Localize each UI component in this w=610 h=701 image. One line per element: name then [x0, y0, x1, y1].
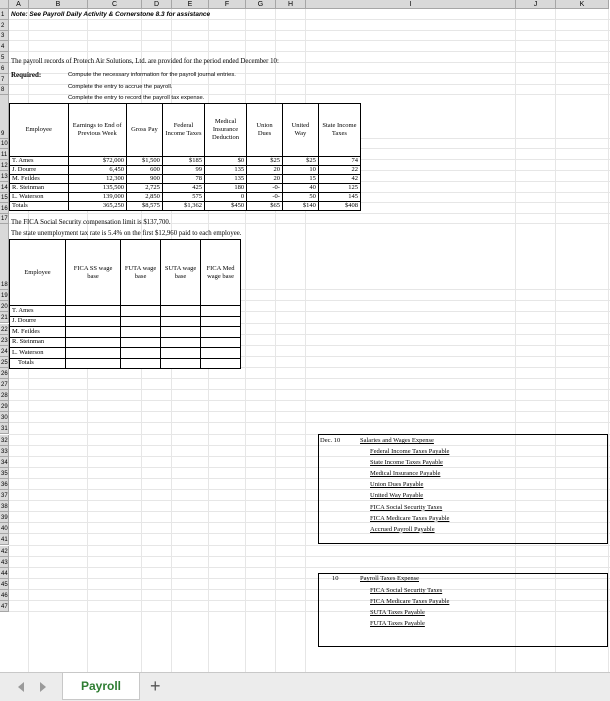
row-gridline: [9, 545, 610, 546]
unemployment-rate-note[interactable]: The state unemployment tax rate is 5.4% on the first $12,960 paid to each employee.: [11, 230, 242, 237]
table-row: [10, 337, 241, 348]
journal-entry-accrue-payroll: [318, 434, 608, 544]
journal-credit-account[interactable]: Union Dues Payable: [370, 481, 424, 489]
header-employee: Employee: [10, 240, 66, 306]
column-header-b[interactable]: B: [29, 0, 88, 9]
employee-name-cell[interactable]: R. Steinman: [10, 337, 66, 348]
table-row: [10, 184, 361, 193]
value-cell[interactable]: 42: [318, 175, 360, 184]
employee-name-cell[interactable]: Totals: [10, 358, 66, 369]
value-cell[interactable]: 0: [204, 193, 246, 202]
row-header-10[interactable]: 10: [0, 139, 9, 150]
journal-entry-payroll-tax-expense: [318, 573, 608, 647]
column-header-i[interactable]: I: [306, 0, 516, 9]
wage-base-input-cell[interactable]: [201, 327, 241, 338]
header-gross-pay: Gross Pay: [127, 104, 163, 157]
row-header-15[interactable]: 15: [0, 193, 9, 204]
row-header-25[interactable]: 25: [0, 357, 9, 368]
row-header-44[interactable]: 44: [0, 568, 9, 579]
value-cell[interactable]: 135: [204, 175, 246, 184]
row-header-31[interactable]: 31: [0, 423, 9, 434]
value-cell[interactable]: $408: [318, 202, 360, 211]
table-row: [10, 175, 361, 184]
value-cell[interactable]: 10: [282, 166, 318, 175]
value-cell[interactable]: $72,000: [68, 157, 127, 166]
value-cell[interactable]: 139,000: [68, 193, 127, 202]
wage-base-input-cell[interactable]: [161, 337, 201, 348]
row-header-47[interactable]: 47: [0, 601, 9, 612]
wage-base-input-cell[interactable]: [121, 306, 161, 317]
row-gridline: [9, 378, 610, 379]
required-label[interactable]: Required:: [11, 71, 42, 79]
row-header-26[interactable]: 26: [0, 368, 9, 379]
table-row: [10, 306, 241, 317]
wage-base-input-cell[interactable]: [121, 358, 161, 369]
value-cell[interactable]: 900: [127, 175, 163, 184]
column-header-d[interactable]: D: [142, 0, 172, 9]
wage-base-input-cell[interactable]: [121, 327, 161, 338]
value-cell[interactable]: 74: [318, 157, 360, 166]
row-header-19[interactable]: 19: [0, 290, 9, 301]
journal-credit-account[interactable]: FICA Medicare Taxes Payable: [370, 514, 450, 522]
column-header-h[interactable]: H: [276, 0, 306, 9]
row-header-11[interactable]: 11: [0, 149, 9, 160]
row-header-35[interactable]: 35: [0, 468, 9, 479]
scroll-right-arrow-icon[interactable]: [40, 682, 46, 692]
row-gridline: [9, 400, 610, 401]
row-header-24[interactable]: 24: [0, 346, 9, 357]
value-cell[interactable]: 365,250: [68, 202, 127, 211]
scroll-left-arrow-icon[interactable]: [18, 682, 24, 692]
row-header-29[interactable]: 29: [0, 401, 9, 412]
value-cell[interactable]: 22: [318, 166, 360, 175]
column-header-j[interactable]: J: [516, 0, 556, 9]
header-employee: Employee: [10, 104, 69, 157]
row-header-5[interactable]: 5: [0, 52, 9, 63]
table-row: [10, 166, 361, 175]
row-header-34[interactable]: 34: [0, 457, 9, 468]
journal-2-date[interactable]: 10: [332, 575, 339, 582]
row-header-20[interactable]: 20: [0, 301, 9, 312]
table-row: [10, 193, 361, 202]
fica-limit-note[interactable]: The FICA Social Security compensation limit is $137,700.: [11, 219, 171, 226]
wage-base-input-cell[interactable]: [65, 306, 120, 317]
sheet-tab-payroll[interactable]: Payroll: [62, 673, 140, 700]
journal-credit-account[interactable]: FICA Social Security Taxes: [370, 587, 443, 594]
employee-name-cell[interactable]: M. Feildes: [10, 327, 66, 338]
row-header-36[interactable]: 36: [0, 479, 9, 490]
required-item-2[interactable]: Complete the entry to accrue the payroll.: [68, 84, 173, 90]
column-header-a[interactable]: A: [9, 0, 29, 9]
row-header-41[interactable]: 41: [0, 534, 9, 545]
table-row: [10, 157, 361, 166]
value-cell[interactable]: 600: [127, 166, 163, 175]
row-gridline: [9, 51, 610, 52]
wage-base-input-cell[interactable]: [65, 348, 120, 359]
wage-base-input-cell[interactable]: [201, 348, 241, 359]
row-header-42[interactable]: 42: [0, 546, 9, 557]
value-cell[interactable]: $65: [247, 202, 283, 211]
journal-1-debit-account[interactable]: Salaries and Wages Expense: [360, 437, 434, 444]
row-header-30[interactable]: 30: [0, 412, 9, 423]
header-earnings: Earnings to End of Previous Week: [68, 104, 127, 157]
value-cell[interactable]: 50: [282, 193, 318, 202]
wage-base-input-cell[interactable]: [201, 337, 241, 348]
row-header-23[interactable]: 23: [0, 335, 9, 346]
row-header-7[interactable]: 7: [0, 74, 9, 85]
value-cell[interactable]: 6,450: [68, 166, 127, 175]
row-header-13[interactable]: 13: [0, 171, 9, 182]
row-header-1[interactable]: 1: [0, 9, 9, 20]
wage-base-input-cell[interactable]: [161, 306, 201, 317]
value-cell[interactable]: 78: [162, 175, 204, 184]
row-header-17[interactable]: 17: [1, 216, 8, 223]
value-cell[interactable]: 40: [282, 184, 318, 193]
journal-2-debit-account[interactable]: Payroll Taxes Expense: [360, 575, 419, 582]
header-medical-insurance: Medical Insurance Deduction: [204, 104, 246, 157]
wage-base-input-cell[interactable]: [161, 348, 201, 359]
table-row: [10, 348, 241, 359]
row-header-3[interactable]: 3: [0, 31, 9, 42]
add-sheet-plus-icon[interactable]: +: [150, 676, 161, 696]
table-row: [10, 316, 241, 327]
journal-credit-account[interactable]: United Way Payable: [370, 492, 424, 500]
row-header-40[interactable]: 40: [0, 523, 9, 534]
wage-base-input-cell[interactable]: [65, 316, 120, 327]
wage-base-input-cell[interactable]: [65, 337, 120, 348]
value-cell[interactable]: 99: [162, 166, 204, 175]
intro-text[interactable]: The payroll records of Protech Air Solutions, Ltd. are provided for the period ended December 10:: [11, 58, 279, 65]
journal-credit-account[interactable]: State Income Taxes Payable: [370, 459, 443, 467]
employee-name-cell[interactable]: L. Waterson: [10, 193, 69, 202]
row-header-39[interactable]: 39: [0, 512, 9, 523]
wage-base-input-cell[interactable]: [201, 316, 241, 327]
wage-base-input-cell[interactable]: [65, 358, 120, 369]
table-row: [10, 202, 361, 211]
row-header-16[interactable]: 16: [0, 203, 9, 214]
row-header-2[interactable]: 2: [0, 20, 9, 31]
row-header-18[interactable]: 18: [0, 224, 9, 290]
row-header-46[interactable]: 46: [0, 590, 9, 601]
row-header-43[interactable]: 43: [0, 557, 9, 568]
journal-credit-account[interactable]: FICA Social Security Taxes: [370, 503, 443, 511]
sheet-tab-bar: [0, 672, 610, 701]
header-suta-wage-base: SUTA wage base: [161, 240, 201, 306]
row-header-4[interactable]: 4: [0, 41, 9, 52]
value-cell[interactable]: $1,362: [162, 202, 204, 211]
wage-base-input-cell[interactable]: [161, 316, 201, 327]
header-federal-income-taxes: Federal Income Taxes: [162, 104, 204, 157]
required-item-1[interactable]: Compute the necessary information for the payroll journal entries.: [68, 72, 236, 78]
column-header-g[interactable]: G: [246, 0, 276, 9]
value-cell[interactable]: 425: [162, 184, 204, 193]
value-cell[interactable]: 20: [247, 166, 283, 175]
wage-base-table: [9, 239, 241, 369]
employee-name-cell[interactable]: T. Ames: [10, 306, 66, 317]
column-header-e[interactable]: E: [172, 0, 209, 9]
wage-base-input-cell[interactable]: [161, 358, 201, 369]
journal-1-date[interactable]: Dec. 10: [320, 437, 341, 444]
value-cell[interactable]: 135,500: [68, 184, 127, 193]
value-cell[interactable]: 2,850: [127, 193, 163, 202]
value-cell[interactable]: $1,500: [127, 157, 163, 166]
value-cell[interactable]: 2,725: [127, 184, 163, 193]
wage-base-input-cell[interactable]: [121, 337, 161, 348]
row-gridline: [9, 30, 610, 31]
column-header-c[interactable]: C: [88, 0, 142, 9]
payroll-records-table: [9, 103, 361, 211]
journal-credit-account[interactable]: FICA Medicare Taxes Payable: [370, 598, 450, 606]
row-header-33[interactable]: 33: [0, 446, 9, 457]
row-header-28[interactable]: 28: [0, 390, 9, 401]
employee-name-cell[interactable]: L. Waterson: [10, 348, 66, 359]
row-header-22[interactable]: 22: [0, 324, 9, 335]
wage-base-input-cell[interactable]: [201, 306, 241, 317]
row-gridline: [9, 556, 610, 557]
header-union-dues: Union Dues: [247, 104, 283, 157]
value-cell[interactable]: 12,300: [68, 175, 127, 184]
employee-name-cell[interactable]: Totals: [10, 202, 69, 211]
value-cell[interactable]: $0: [204, 157, 246, 166]
row-gridline: [9, 411, 610, 412]
row-header-37[interactable]: 37: [0, 490, 9, 501]
row-header-27[interactable]: 27: [0, 379, 9, 390]
column-gridline: [608, 9, 609, 672]
wage-base-input-cell[interactable]: [65, 327, 120, 338]
row-gridline: [9, 422, 610, 423]
assistance-note[interactable]: Note: See Payroll Daily Activity & Cornerstone 8.3 for assistance: [11, 11, 211, 18]
value-cell[interactable]: -0-: [247, 184, 283, 193]
header-fica-ss-wage-base: FICA SS wage base: [65, 240, 120, 306]
value-cell[interactable]: -0-: [247, 193, 283, 202]
employee-name-cell[interactable]: J. Dourre: [10, 166, 69, 175]
employee-name-cell[interactable]: R. Steinman: [10, 184, 69, 193]
header-futa-wage-base: FUTA wage base: [121, 240, 161, 306]
value-cell[interactable]: $8,575: [127, 202, 163, 211]
value-cell[interactable]: $25: [247, 157, 283, 166]
table-row: [10, 327, 241, 338]
row-header-14[interactable]: 14: [0, 182, 9, 193]
table-row: [10, 358, 241, 369]
wage-base-input-cell[interactable]: [121, 348, 161, 359]
column-header-k[interactable]: K: [556, 0, 609, 9]
row-header-21[interactable]: 21: [0, 312, 9, 323]
row-header-12[interactable]: 12: [0, 160, 9, 171]
journal-credit-account[interactable]: Federal Income Taxes Payable: [370, 448, 450, 455]
row-gridline: [9, 567, 610, 568]
row-header-8[interactable]: 8: [0, 85, 9, 95]
value-cell[interactable]: 15: [282, 175, 318, 184]
column-header-f[interactable]: F: [209, 0, 246, 9]
value-cell[interactable]: 180: [204, 184, 246, 193]
value-cell[interactable]: $450: [204, 202, 246, 211]
required-item-3[interactable]: Complete the entry to record the payroll tax expense.: [68, 95, 205, 101]
value-cell[interactable]: 20: [247, 175, 283, 184]
journal-credit-account[interactable]: Medical Insurance Payable: [370, 470, 441, 478]
header-fica-med-wage-base: FICA Med wage base: [201, 240, 241, 306]
row-gridline: [9, 213, 610, 214]
employee-name-cell[interactable]: M. Feildes: [10, 175, 69, 184]
value-cell[interactable]: 135: [204, 166, 246, 175]
row-header-45[interactable]: 45: [0, 579, 9, 590]
value-cell[interactable]: $140: [282, 202, 318, 211]
row-header-6[interactable]: 6: [0, 63, 9, 74]
wage-base-input-cell[interactable]: [121, 316, 161, 327]
row-header-38[interactable]: 38: [0, 501, 9, 512]
employee-name-cell[interactable]: T. Ames: [10, 157, 69, 166]
journal-credit-account[interactable]: Accrued Payroll Payable: [370, 525, 435, 533]
wage-base-input-cell[interactable]: [201, 358, 241, 369]
value-cell[interactable]: 145: [318, 193, 360, 202]
value-cell[interactable]: $25: [282, 157, 318, 166]
employee-name-cell[interactable]: J. Dourre: [10, 316, 66, 327]
value-cell[interactable]: 125: [318, 184, 360, 193]
value-cell[interactable]: $185: [162, 157, 204, 166]
row-header-9[interactable]: 9: [0, 95, 9, 139]
header-state-income-taxes: State Income Taxes: [318, 104, 360, 157]
select-all-corner[interactable]: [0, 0, 9, 9]
row-gridline: [9, 40, 610, 41]
row-gridline: [9, 389, 610, 390]
row-header-32[interactable]: 32: [0, 435, 9, 446]
journal-credit-account[interactable]: FUTA Taxes Payable: [370, 620, 425, 628]
wage-base-input-cell[interactable]: [161, 327, 201, 338]
value-cell[interactable]: 575: [162, 193, 204, 202]
journal-credit-account[interactable]: SUTA Taxes Payable: [370, 609, 425, 617]
header-united-way: United Way: [282, 104, 318, 157]
